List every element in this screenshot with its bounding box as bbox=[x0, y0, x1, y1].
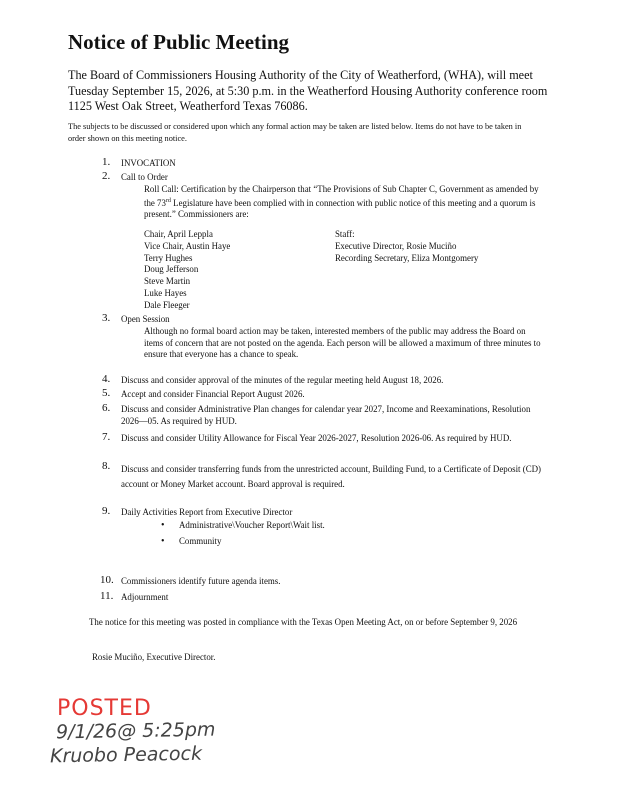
handwritten-signature: Kruobo Peacock bbox=[49, 742, 203, 768]
commissioner-name: Dale Fleeger bbox=[144, 299, 190, 310]
commissioner-name: Vice Chair, Austin Haye bbox=[144, 240, 231, 251]
meeting-intro: The Board of Commissioners Housing Authority of the City of Weatherford, (WHA), will meet Tuesday September 15, 2026, at 5:30 p.m. in the Weatherford Housing Authority conference room 1125 West Oak Street, Weatherford Texas 76086. bbox=[68, 68, 548, 113]
bullet-icon: • bbox=[161, 520, 165, 531]
agenda-number-4: 4. bbox=[102, 373, 111, 385]
roll-call-text-start: Roll Call: Certification by the Chairperson that “The Provisions of Sub Chapter C, Government as amended by the 73 bbox=[144, 184, 539, 208]
commissioner-name: Chair, April Leppla bbox=[144, 229, 213, 239]
agenda-item-daily-activities: Daily Activities Report from Executive Director bbox=[121, 507, 293, 517]
roll-call-text bbox=[144, 184, 544, 220]
staff-member: Executive Director, Rosie Muciño bbox=[335, 240, 457, 251]
agenda-number-3: 3. bbox=[102, 312, 111, 324]
agenda-number-11: 11. bbox=[100, 590, 114, 602]
agenda-number-9: 9. bbox=[102, 505, 111, 517]
agenda-item-invocation: INVOCATION bbox=[121, 158, 176, 168]
open-session-text: Although no formal board action may be taken, interested members of the public may address the Board on items of concern that are not posted on the agenda. Each person will be allowed a maximum of three minutes to ensure that everyone has a chance to speak. bbox=[144, 326, 541, 359]
commissioners-list bbox=[144, 229, 230, 312]
agenda-number-8: 8. bbox=[102, 460, 111, 472]
bullet-text: Community bbox=[179, 536, 222, 546]
signature-line: Rosie Muciño, Executive Director. bbox=[92, 652, 216, 662]
staff-list bbox=[335, 229, 478, 264]
agenda-number-10: 10. bbox=[100, 574, 114, 586]
agenda-number-1: 1. bbox=[102, 156, 111, 168]
staff-member: Recording Secretary, Eliza Montgomery bbox=[335, 252, 479, 263]
commissioner-name: Terry Hughes bbox=[144, 252, 193, 263]
agenda-number-6: 6. bbox=[102, 402, 111, 414]
subjects-note: The subjects to be discussed or considered upon which any formal action may be taken are listed below. Items do not have to be taken in order shown on this meeting notice. bbox=[68, 122, 522, 143]
agenda-item-administrative-plan: Discuss and consider Administrative Plan changes for calendar year 2027, Income and Reexaminations, Resolution 2026—05. As required by HUD. bbox=[121, 404, 531, 426]
bullet-icon: • bbox=[161, 536, 165, 547]
agenda-item-minutes: Discuss and consider approval of the minutes of the regular meeting held August 18, 2026. bbox=[121, 375, 444, 385]
agenda-item-financial-report: Accept and consider Financial Report August 2026. bbox=[121, 389, 305, 399]
bullet-text: Administrative\Voucher Report\Wait list. bbox=[179, 520, 325, 530]
bullet-item bbox=[161, 520, 325, 532]
staff-heading: Staff: bbox=[335, 229, 355, 239]
agenda-item-future-items: Commissioners identify future agenda items. bbox=[121, 576, 281, 586]
page-title: Notice of Public Meeting bbox=[68, 30, 290, 54]
posting-notice: The notice for this meeting was posted in compliance with the Texas Open Meeting Act, on or before September 9, 2026 bbox=[89, 617, 518, 627]
agenda-number-5: 5. bbox=[102, 387, 111, 399]
agenda-item-open-session: Open Session bbox=[121, 314, 170, 324]
posted-stamp: POSTED bbox=[57, 696, 152, 721]
agenda-item-transfer-funds: Discuss and consider transferring funds from the unrestricted account, Building Fund, to a Certificate of Deposit (CD) account or Money Market account. Board approval is required. bbox=[121, 464, 541, 489]
agenda-number-7: 7. bbox=[102, 431, 111, 443]
agenda-number-2: 2. bbox=[102, 170, 111, 182]
posted-datetime-handwritten: 9/1/26@ 5:25pm bbox=[55, 718, 216, 744]
roll-call-text-end: Legislature have been complied with in connection with public notice of this meeting and a quorum is present.” Commissioners are: bbox=[144, 197, 536, 219]
commissioner-name: Steve Martin bbox=[144, 276, 191, 287]
agenda-item-call-to-order: Call to Order bbox=[121, 172, 168, 182]
commissioner-name: Doug Jefferson bbox=[144, 264, 199, 275]
agenda-item-adjournment: Adjournment bbox=[121, 592, 169, 602]
commissioner-name: Luke Hayes bbox=[144, 287, 187, 298]
agenda-item-utility-allowance: Discuss and consider Utility Allowance for Fiscal Year 2026-2027, Resolution 2026-06. As required by HUD. bbox=[121, 433, 512, 443]
bullet-item bbox=[161, 536, 221, 548]
roll-call-superscript: rd bbox=[165, 197, 171, 204]
